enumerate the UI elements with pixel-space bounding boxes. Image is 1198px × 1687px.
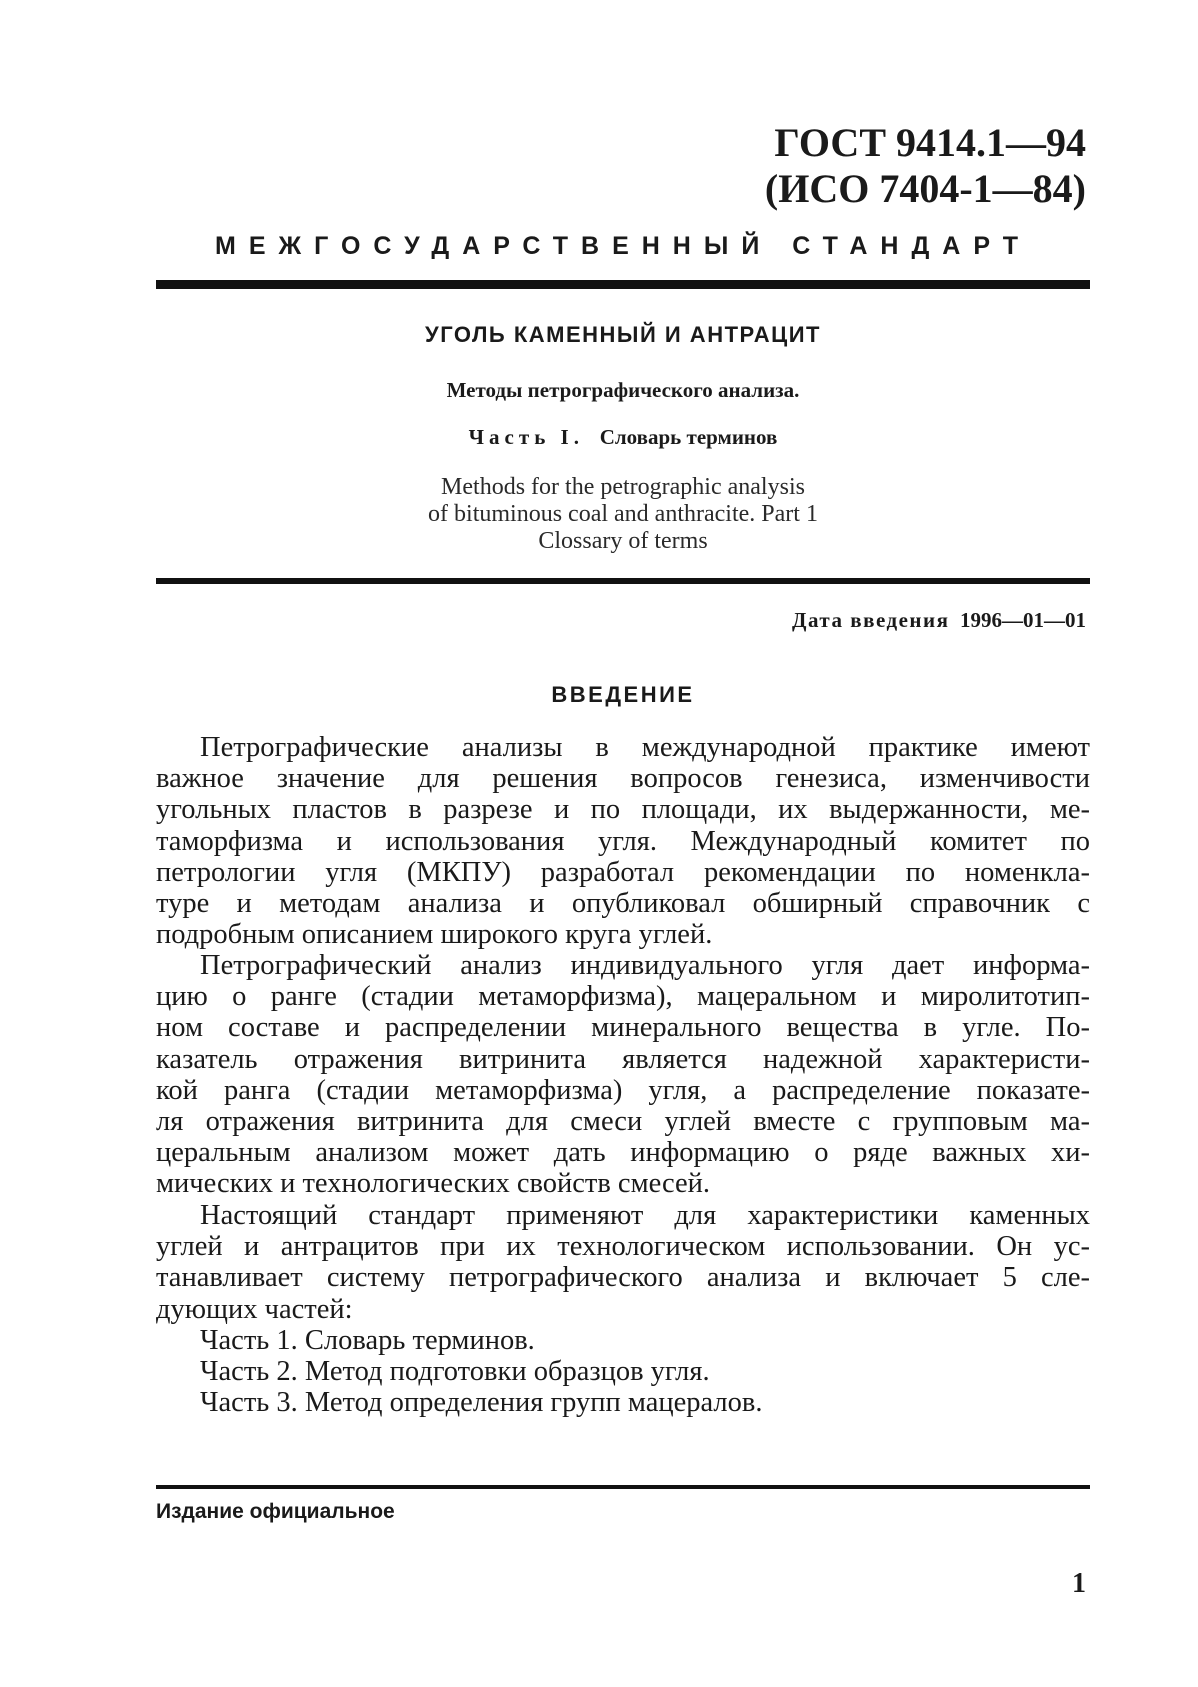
introduction-date-label: Дата введения: [792, 608, 950, 632]
page-number: 1: [1072, 1568, 1086, 1599]
paragraph-line: Настоящий стандарт применяют для характеристики каменных: [200, 1200, 1090, 1231]
paragraph-line: Петрографические анализы в международной практике имеют: [200, 732, 1090, 763]
paragraph-line: церальным анализом может дать информацию о ряде важных хи-: [156, 1137, 1090, 1169]
paragraph: [156, 950, 1090, 1200]
standard-number: ГОСТ 9414.1—94: [774, 120, 1086, 165]
english-title-line: Clossary of terms: [538, 528, 708, 554]
parts-list-item: Часть 2. Метод подготовки образцов угля.: [200, 1356, 710, 1387]
paragraph-line: туре и методам анализа и опубликовал обширный справочник с: [156, 888, 1090, 920]
document-subtitle: Методы петрографического анализа.: [446, 378, 800, 402]
paragraph-line: дующих частей:: [156, 1293, 353, 1325]
introduction-date-value: 1996—01—01: [960, 608, 1086, 632]
paragraph-line: петрологии угля (МКПУ) разработал рекомендации по номенкла-: [156, 856, 1090, 888]
paragraph-line: танавливает систему петрографического анализа и включает 5 сле-: [156, 1262, 1090, 1294]
part-label: Часть I.: [468, 425, 584, 449]
parts-list-item: Часть 1. Словарь терминов.: [200, 1325, 535, 1356]
paragraph-line: подробным описанием широкого круга углей.: [156, 919, 713, 951]
section-heading: ВВЕДЕНИЕ: [551, 682, 695, 707]
english-title-line: of bituminous coal and anthracite. Part 1: [428, 501, 818, 527]
paragraph-line: таморфизма и использования угля. Международный комитет по: [156, 825, 1090, 857]
paragraph: [156, 732, 1090, 950]
paragraph-line: казатель отражения витринита является надежной характеристи-: [156, 1043, 1090, 1075]
paragraph-line: цию о ранге (стадии метаморфизма), мацеральном и миролитотип-: [156, 981, 1090, 1013]
edition-label: Издание официальное: [156, 1500, 395, 1523]
paragraph-line: ном составе и распределении минерального вещества в угле. По-: [156, 1012, 1090, 1044]
interstate-standard-banner: МЕЖГОСУДАРСТВЕННЫЙ СТАНДАРТ: [215, 232, 1031, 260]
header-rule: [156, 280, 1090, 289]
paragraph-line: ля отражения витринита для смеси углей вместе с групповым ма-: [156, 1106, 1090, 1138]
paragraph-line: угольных пластов в разрезе и по площади, их выдержанности, ме-: [156, 794, 1090, 826]
document-part: [156, 425, 1090, 450]
document-title: УГОЛЬ КАМЕННЫЙ И АНТРАЦИТ: [425, 322, 821, 347]
paragraph-line: углей и антрацитов при их технологическом использовании. Он ус-: [156, 1231, 1090, 1263]
paragraph-line: важное значение для решения вопросов генезиса, изменчивости: [156, 763, 1090, 795]
introduction-date: [792, 608, 1086, 633]
paragraph: [156, 1200, 1090, 1325]
iso-number: (ИСО 7404-1—84): [764, 166, 1086, 211]
paragraph-line: Петрографический анализ индивидуального угля дает информа-: [200, 950, 1090, 981]
part-title: Словарь терминов: [599, 425, 778, 449]
english-title-line: Methods for the petrographic analysis: [441, 474, 805, 500]
footer-rule: [156, 1485, 1090, 1489]
paragraph-line: кой ранга (стадии метаморфизма) угля, а распределение показате-: [156, 1074, 1090, 1106]
parts-list-item: Часть 3. Метод определения групп мацералов.: [200, 1387, 763, 1418]
paragraph-line: мических и технологических свойств смесей.: [156, 1168, 710, 1200]
title-rule: [156, 578, 1090, 584]
